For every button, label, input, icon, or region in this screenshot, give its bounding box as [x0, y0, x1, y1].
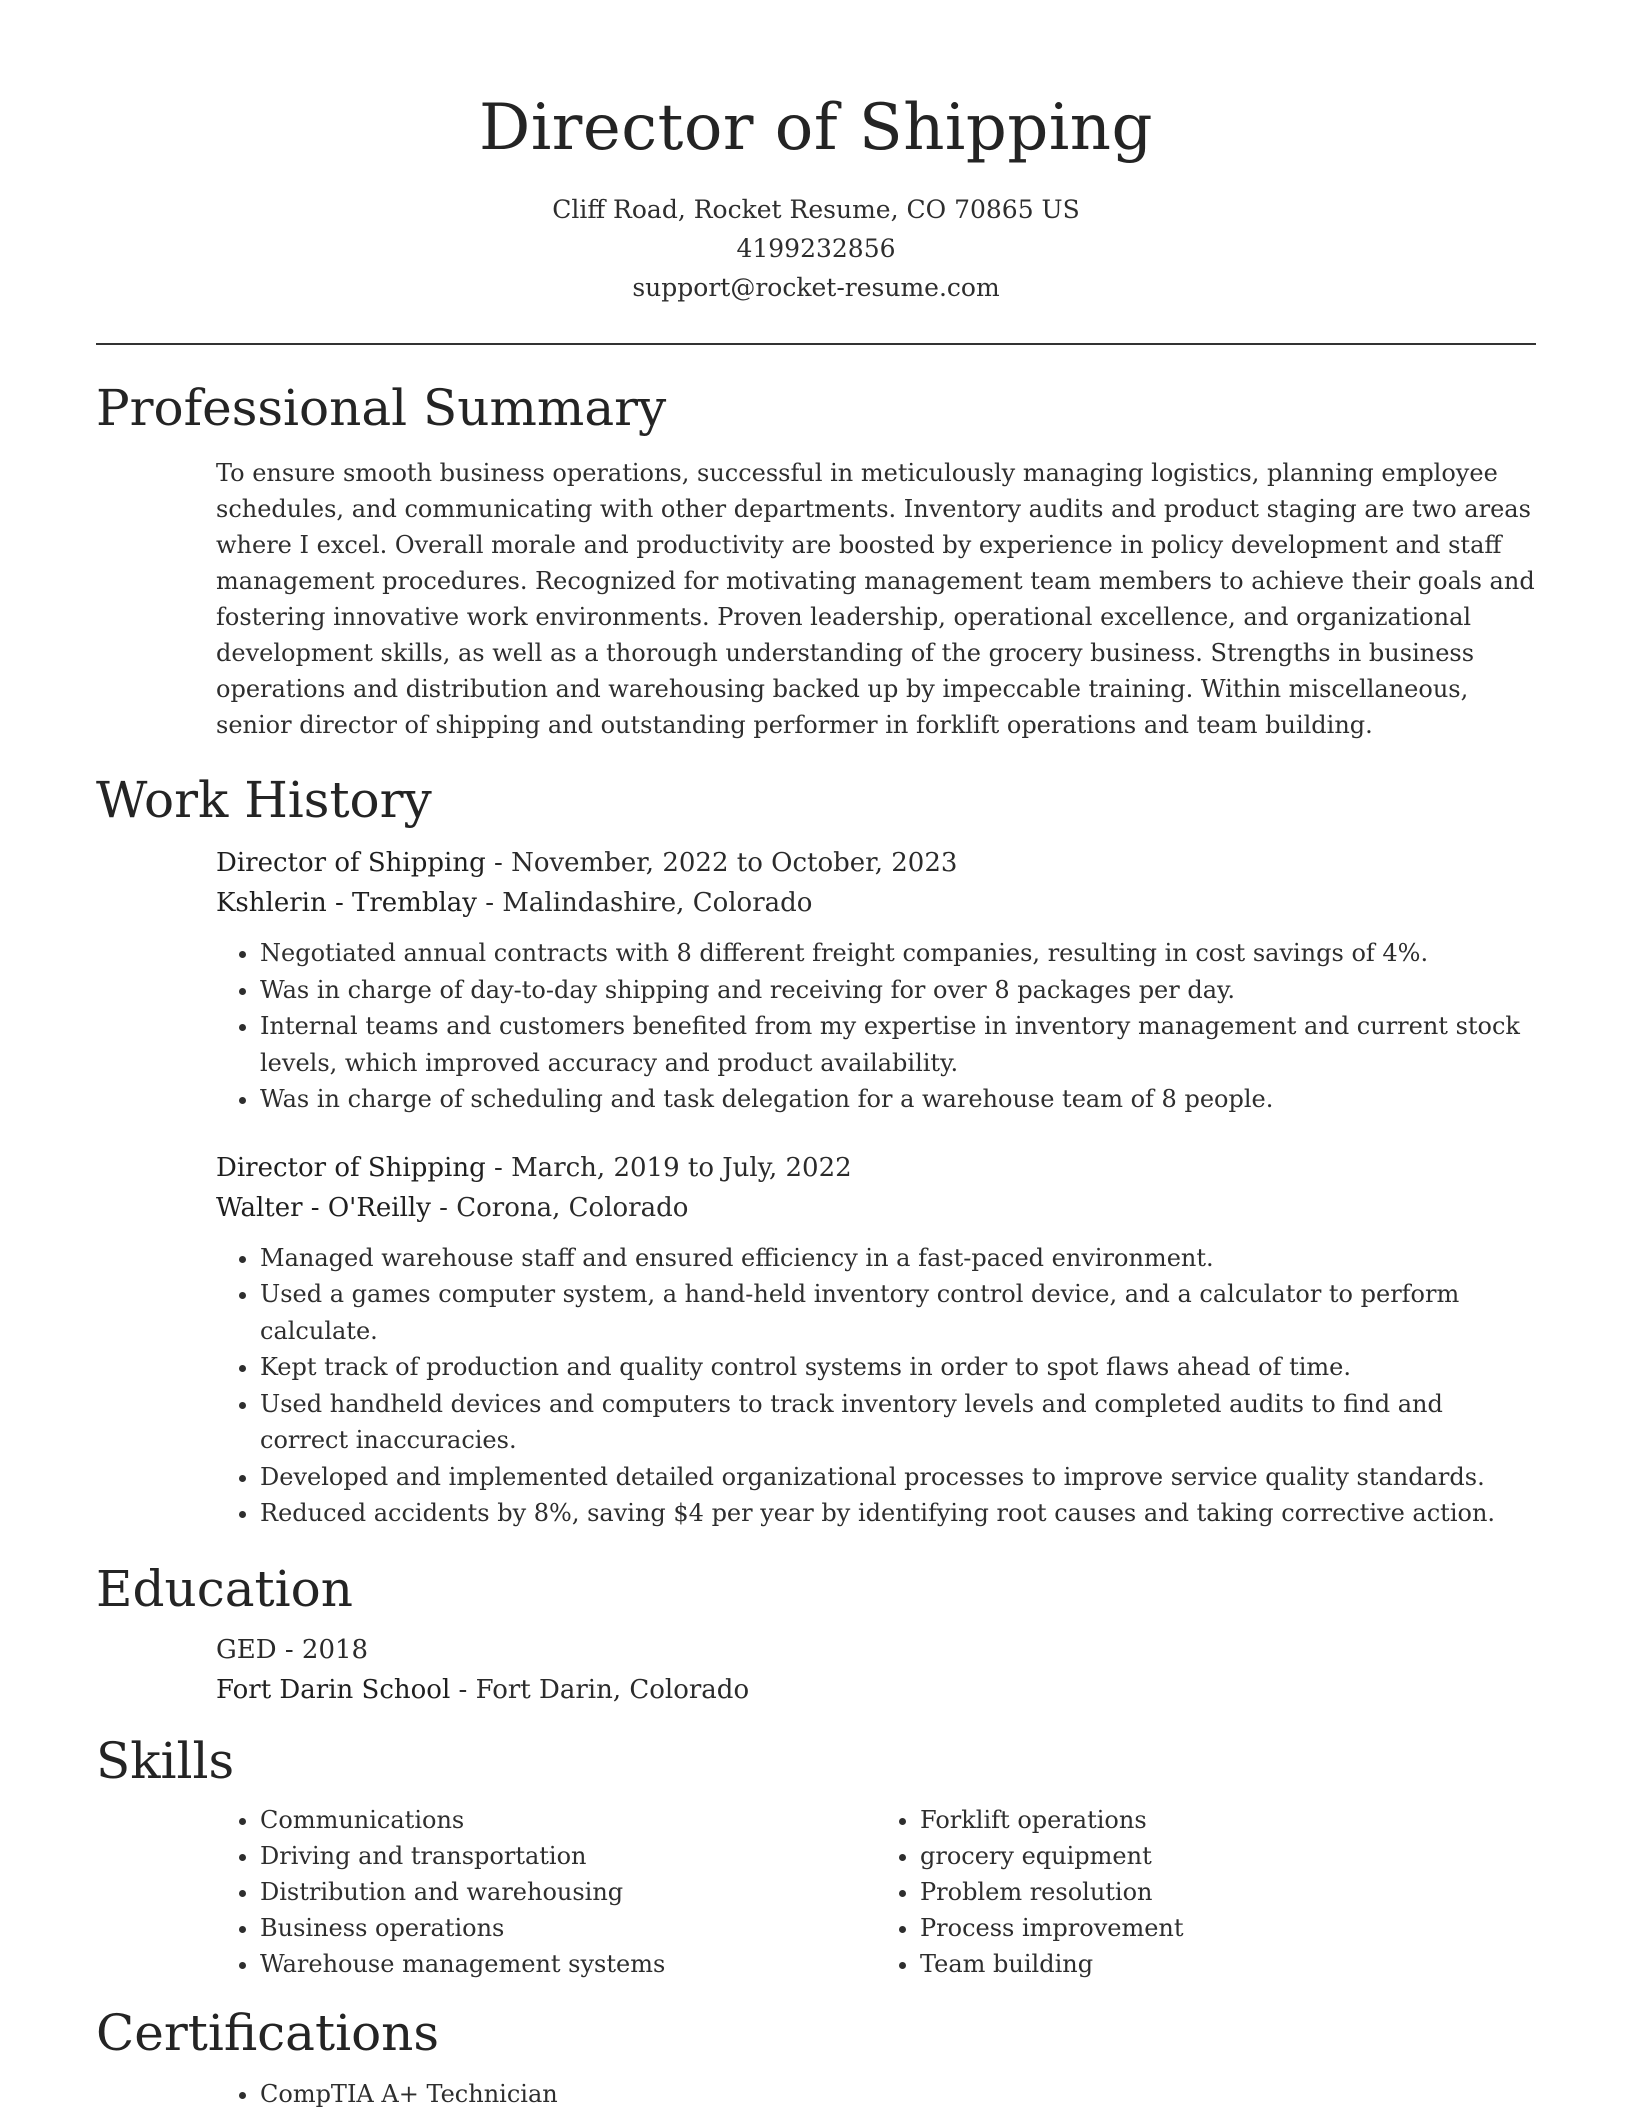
- job-role: Director of Shipping: [216, 1152, 486, 1183]
- bullet-item: • Used a games computer system, a hand-held inventory control device, and a calculator to perform calculate.: [260, 1276, 1536, 1349]
- skill-item: • Distribution and warehousing: [260, 1874, 876, 1910]
- skills-section: [96, 1728, 1536, 1982]
- skills-heading: Skills: [96, 1731, 235, 1790]
- bullet-item: • Negotiated annual contracts with 8 different freight companies, resulting in cost savings of 4%.: [260, 935, 1536, 972]
- address: Cliff Road, Rocket Resume, CO 70865 US: [552, 195, 1080, 224]
- summary-heading: Professional Summary: [96, 379, 667, 437]
- email: support@rocket-resume.com: [632, 273, 1000, 302]
- summary-text: To ensure smooth business operations, successful in meticulously managing logistics, planning employee schedules, and communicating with other departments. Inventory audits and product staging are two areas where I excel. Overall morale and productivity are boosted by experience in policy development and staff management procedures. Recognized for motivating management team members to achieve their goals and fostering innovative work environments. Proven leadership, operational excellence, and organizational development skills, as well as a thorough understanding of the grocery business. Strengths in business operations and distribution and warehousing backed up by impeccable training. Within miscellaneous, senior director of shipping and outstanding performer in forklift operations and team building.: [216, 459, 1535, 739]
- job-company: Walter - O'Reilly: [216, 1192, 431, 1223]
- phone: 4199232856: [736, 234, 896, 263]
- summary-section: [96, 375, 1536, 743]
- job-entry: [216, 843, 1536, 1118]
- work-history-heading: Work History: [96, 771, 432, 829]
- work-history-section: [96, 767, 1536, 1532]
- job-location: - Corona, Colorado: [430, 1192, 689, 1223]
- certification-item: • CompTIA A+ Technician: [260, 2076, 1536, 2112]
- bullet-item: • Reduced accidents by 8%, saving $4 per year by identifying root causes and taking corrective action.: [260, 1495, 1536, 1532]
- header-divider: [96, 343, 1536, 345]
- bullet-item: • Developed and implemented detailed organizational processes to improve service quality standards.: [260, 1459, 1536, 1496]
- skill-item: • Process improvement: [920, 1910, 1536, 1946]
- bullet-item: • Was in charge of scheduling and task delegation for a warehouse team of 8 people.: [260, 1081, 1536, 1118]
- job-location: - Malindashire, Colorado: [476, 888, 813, 918]
- job-company-line: [216, 883, 1536, 923]
- skills-list-right: [876, 1802, 1536, 1982]
- bullet-item: • Kept track of production and quality control systems in order to spot flaws ahead of time.: [260, 1349, 1536, 1386]
- job-company-line: [216, 1188, 1536, 1228]
- bullet-item: • Managed warehouse staff and ensured efficiency in a fast-paced environment.: [260, 1240, 1536, 1277]
- skill-item: • Problem resolution: [920, 1874, 1536, 1910]
- education-degree: GED: [216, 1634, 277, 1665]
- education-section: [96, 1556, 1536, 1710]
- skill-item: • grocery equipment: [920, 1838, 1536, 1874]
- education-degree-line: [216, 1630, 1536, 1670]
- education-school-line: [216, 1670, 1536, 1710]
- skill-item: • Business operations: [260, 1910, 876, 1946]
- job-company: Kshlerin - Tremblay: [216, 888, 477, 918]
- work-history-body: [216, 843, 1536, 1532]
- job-dates: - March, 2019 to July, 2022: [485, 1152, 852, 1183]
- education-heading: Education: [96, 1559, 353, 1618]
- education-school: Fort Darin School: [216, 1674, 451, 1705]
- bullet-item: • Was in charge of day-to-day shipping and receiving for over 8 packages per day.: [260, 972, 1536, 1009]
- certifications-section: [96, 2000, 1536, 2112]
- resume-header: [0, 0, 1632, 307]
- job-title-line: [216, 1148, 1536, 1188]
- skill-item: • Communications: [260, 1802, 876, 1838]
- summary-body: [216, 455, 1536, 743]
- certifications-list: [216, 2076, 1536, 2112]
- bullet-item: • Internal teams and customers benefited from my expertise in inventory management and current stock levels, which improved accuracy and product availability.: [260, 1008, 1536, 1081]
- job-bullets: [216, 1240, 1536, 1532]
- certifications-heading: Certifications: [96, 2003, 440, 2062]
- skill-item: • Forklift operations: [920, 1802, 1536, 1838]
- bullet-item: • Used handheld devices and computers to track inventory levels and completed audits to find and correct inaccuracies.: [260, 1386, 1536, 1459]
- education-year: - 2018: [276, 1634, 369, 1665]
- education-location: - Fort Darin, Colorado: [450, 1674, 750, 1705]
- job-dates: - November, 2022 to October, 2023: [485, 848, 958, 878]
- education-body: [216, 1630, 1536, 1710]
- skills-body: [216, 1794, 1536, 1982]
- resume-title: Director of Shipping: [479, 91, 1153, 165]
- job-bullets: [216, 935, 1536, 1118]
- skill-item: • Warehouse management systems: [260, 1946, 876, 1982]
- job-entry: [216, 1148, 1536, 1532]
- skill-item: • Team building: [920, 1946, 1536, 1982]
- certifications-body: [216, 2076, 1536, 2112]
- skills-list-left: [216, 1802, 876, 1982]
- skill-item: • Driving and transportation: [260, 1838, 876, 1874]
- job-title-line: [216, 843, 1536, 883]
- job-role: Director of Shipping: [216, 848, 486, 878]
